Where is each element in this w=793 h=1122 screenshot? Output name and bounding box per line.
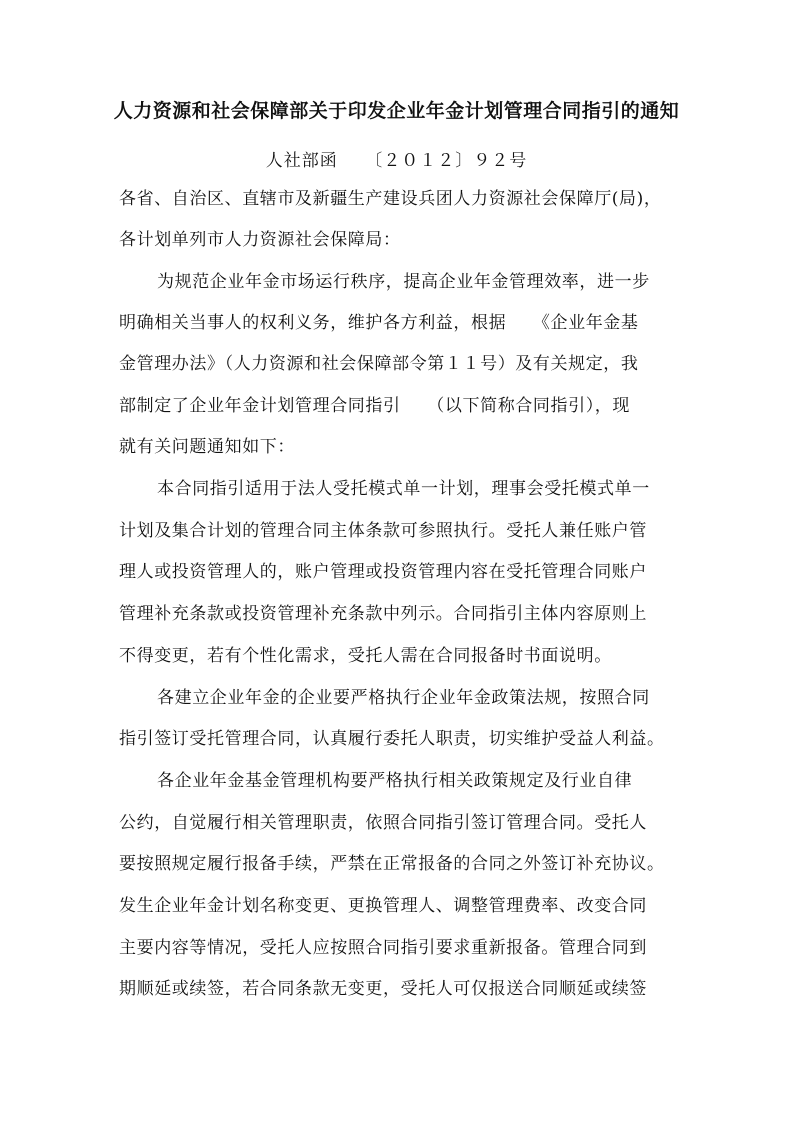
paragraph-1-line-4: 部制定了企业年金计划管理合同指引 （以下简称合同指引），现 [119,396,630,416]
paragraph-4-line-2: 公约，自觉履行相关管理职责，依照合同指引签订管理合同。受托人 [119,813,647,833]
document-title: 人力资源和社会保障部关于印发企业年金计划管理合同指引的通知 [113,100,680,122]
paragraph-4-line-6: 期顺延或续签，若合同条款无变更，受托人可仅报送合同顺延或续签 [119,979,647,999]
paragraph-1-line-2: 明确相关当事人的权利义务，维护各方利益，根据 《企业年金基 [119,313,639,333]
paragraph-4-line-3: 要按照规定履行报备手续，严禁在正常报备的合同之外签订补充协议。 [119,854,665,874]
paragraph-2-line-5: 不得变更，若有个性化需求，受托人需在合同报备时书面说明。 [119,646,612,666]
paragraph-4-line-4: 发生企业年金计划名称变更、更换管理人、调整管理费率、改变合同 [119,896,647,916]
paragraph-2-line-4: 管理补充条款或投资管理补充条款中列示。合同指引主体内容原则上 [119,604,647,624]
paragraph-1-line-5: 就有关问题通知如下： [119,437,295,457]
addressee-line-2: 各计划单列市人力资源社会保障局： [119,230,401,250]
addressee-line-1: 各省、自治区、直辖市及新疆生产建设兵团人力资源社会保障厅(局)， [119,189,662,209]
paragraph-2-line-3: 理人或投资管理人的，账户管理或投资管理内容在受托管理合同账户 [119,562,647,582]
paragraph-3-line-2: 指引签订受托管理合同，认真履行委托人职责，切实维护受益人利益。 [119,729,665,749]
paragraph-1-line-1: 为规范企业年金市场运行秩序，提高企业年金管理效率，进一步 [157,272,650,292]
paragraph-2-line-1: 本合同指引适用于法人受托模式单一计划，理事会受托模式单一 [157,479,650,499]
paragraph-4-line-5: 主要内容等情况，受托人应按照合同指引要求重新报备。管理合同到 [119,938,647,958]
paragraph-1-line-3: 金管理办法》（人力资源和社会保障部令第１１号）及有关规定，我 [119,354,639,374]
paragraph-3-line-1: 各建立企业年金的企业要严格执行企业年金政策法规，按照合同 [157,688,650,708]
paragraph-2-line-2: 计划及集合计划的管理合同主体条款可参照执行。受托人兼任账户管 [119,521,647,541]
paragraph-4-line-1: 各企业年金基金管理机构要严格执行相关政策规定及行业自律 [157,771,633,791]
document-number: 人社部函 〔２０１２〕９２号 [265,151,528,171]
